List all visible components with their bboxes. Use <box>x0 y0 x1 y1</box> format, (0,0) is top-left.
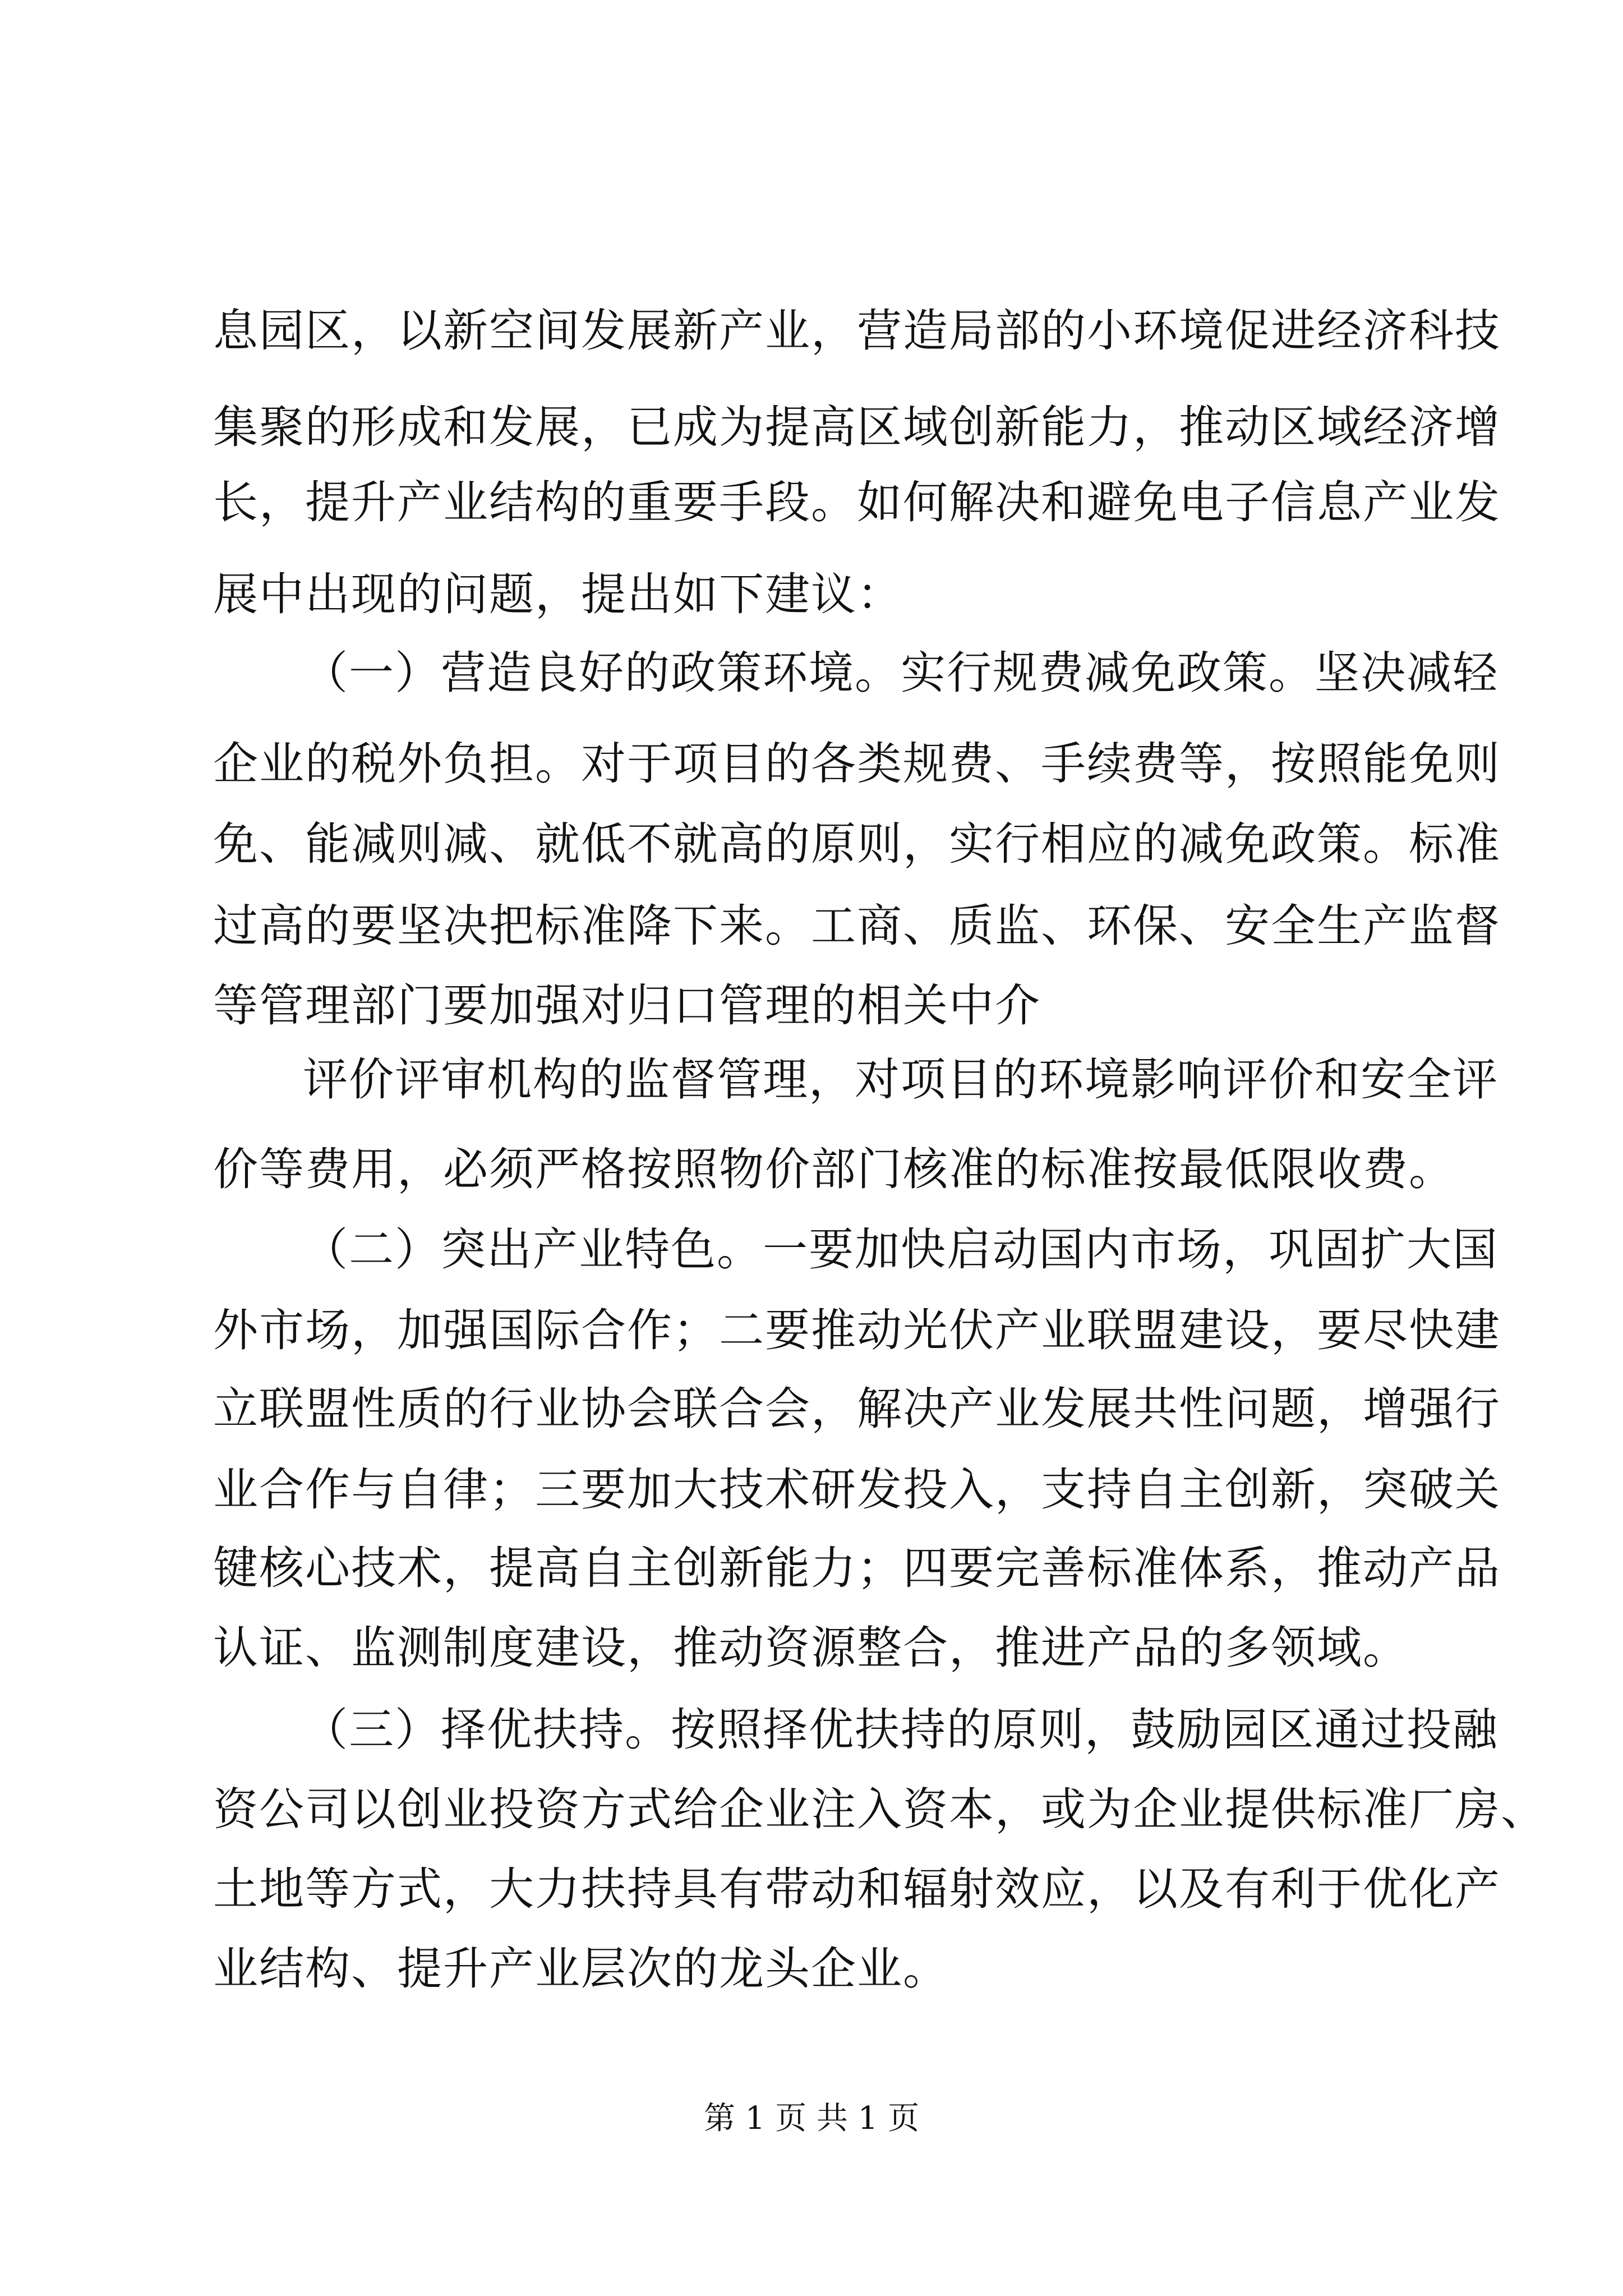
text-line: （二）突出产业特色。一要加快启动国内市场，巩固扩大国 <box>303 1223 1498 1276</box>
text-line: 息园区，以新空间发展新产业，营造局部的小环境促进经济科技 <box>213 305 1501 357</box>
text-line: （一）营造良好的政策环境。实行规费减免政策。坚决减轻 <box>303 647 1498 699</box>
text-line: 业结构、提升产业层次的龙头企业。 <box>213 1943 949 1995</box>
text-line: 土地等方式，大力扶持具有带动和辐射效应，以及有利于优化产 <box>213 1863 1501 1915</box>
text-line: 外市场，加强国际合作；二要推动光伏产业联盟建设，要尽快建 <box>213 1304 1501 1356</box>
text-line: （三）择优扶持。按照择优扶持的原则，鼓励园区通过投融 <box>303 1704 1498 1756</box>
text-line: 业合作与自律；三要加大技术研发投入，支持自主创新，突破关 <box>213 1464 1501 1516</box>
text-line: 评价评审机构的监督管理，对项目的环境影响评价和安全评 <box>303 1053 1498 1106</box>
page-number-footer: 第 1 页 共 1 页 <box>703 2100 920 2137</box>
text-line: 过高的要坚决把标准降下来。工商、质监、环保、安全生产监督 <box>213 900 1501 952</box>
text-line: 企业的税外负担。对于项目的各类规费、手续费等，按照能免则 <box>213 738 1501 790</box>
text-line: 集聚的形成和发展，已成为提高区域创新能力，推动区域经济增 <box>213 401 1501 453</box>
text-line: 长，提升产业结构的重要手段。如何解决和避免电子信息产业发 <box>213 476 1501 528</box>
text-line: 立联盟性质的行业协会联合会，解决产业发展共性问题，增强行 <box>213 1383 1501 1435</box>
text-line: 键核心技术，提高自主创新能力；四要完善标准体系，推动产品 <box>213 1542 1501 1594</box>
text-line: 价等费用，必须严格按照物价部门核准的标准按最低限收费。 <box>213 1143 1455 1195</box>
text-line: 免、能减则减、就低不就高的原则，实行相应的减免政策。标准 <box>213 818 1501 870</box>
text-line: 展中出现的问题，提出如下建议： <box>213 568 903 620</box>
text-line: 资公司以创业投资方式给企业注入资本，或为企业提供标准厂房、 <box>213 1783 1547 1835</box>
text-line: 等管理部门要加强对归口管理的相关中介 <box>213 979 1041 1032</box>
text-line: 认证、监测制度建设，推动资源整合，推进产品的多领域。 <box>213 1622 1409 1674</box>
